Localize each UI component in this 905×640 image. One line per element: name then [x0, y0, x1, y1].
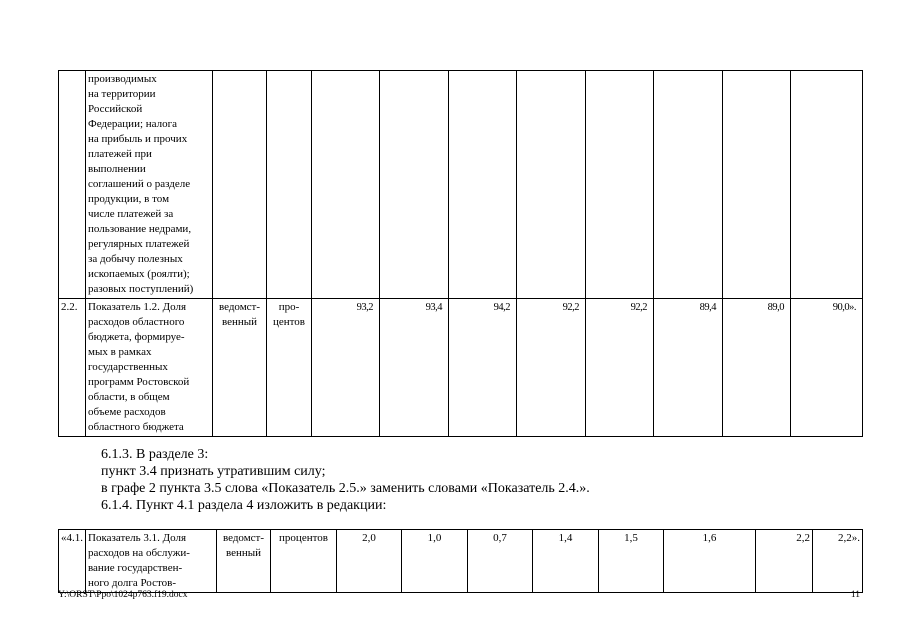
table-row — [59, 530, 863, 593]
empty-cell — [791, 71, 863, 299]
value-cell: 92,2 — [586, 299, 654, 437]
indicator-type: ведомст- венный — [213, 299, 267, 437]
value-cell: 89,0 — [723, 299, 791, 437]
indicator-unit: про- центов — [267, 299, 312, 437]
empty-cell — [449, 71, 517, 299]
value-cell: 2,0 — [337, 530, 402, 593]
paragraph: пункт 3.4 признать утратившим силу; — [101, 464, 326, 479]
indicator-name: производимых на территории Российской Федерации; налога на прибыль и прочих платежей при выполнении соглашений о разделе продукции, в том числе платежей за пользование недрами, регулярных платежей за добычу полезных ископаемых (роялти); разовых поступлений) — [86, 71, 213, 299]
value-cell: 93,4 — [380, 299, 449, 437]
amendment-paragraphs — [101, 446, 590, 514]
empty-cell — [723, 71, 791, 299]
empty-cell — [380, 71, 449, 299]
empty-cell — [517, 71, 586, 299]
value-cell: 1,5 — [599, 530, 664, 593]
value-cell: 90,0». — [791, 299, 863, 437]
row-number: «4.1. — [59, 530, 86, 593]
table-row-continuation — [59, 71, 863, 299]
table-row — [59, 299, 863, 437]
value-cell: 92,2 — [517, 299, 586, 437]
paragraph: 6.1.3. В разделе 3: — [101, 447, 209, 462]
page-number: 11 — [850, 590, 860, 600]
value-cell: 1,6 — [664, 530, 756, 593]
value-cell: 1,4 — [533, 530, 599, 593]
value-cell: 1,0 — [402, 530, 468, 593]
empty-cell — [267, 71, 312, 299]
empty-cell — [586, 71, 654, 299]
indicator-unit: процентов — [271, 530, 337, 593]
empty-cell — [213, 71, 267, 299]
empty-cell — [654, 71, 723, 299]
value-cell: 0,7 — [468, 530, 533, 593]
value-cell: 89,4 — [654, 299, 723, 437]
indicator-name: Показатель 3.1. Доля расходов на обслужи- вание государствен- ного долга Ростов- — [86, 530, 217, 593]
value-cell: 2,2». — [813, 530, 863, 593]
row-number: 2.2. — [59, 299, 86, 437]
empty-cell — [312, 71, 380, 299]
indicator-type: ведомст- венный — [217, 530, 271, 593]
value-cell: 2,2 — [756, 530, 813, 593]
indicators-table-bottom — [58, 529, 863, 593]
indicator-name: Показатель 1.2. Доля расходов областного бюджета, формируе- мых в рамках государственных программ Ростовской области, в общем объеме расходов областного бюджета — [86, 299, 213, 437]
value-cell: 94,2 — [449, 299, 517, 437]
indicators-table-top — [58, 70, 863, 437]
footer-file-path: Y:\ORST\Ppo\1024p763.f19.docx — [58, 590, 188, 600]
paragraph: в графе 2 пункта 3.5 слова «Показатель 2.5.» заменить словами «Показатель 2.4.». — [101, 481, 590, 496]
row-number — [59, 71, 86, 299]
value-cell: 93,2 — [312, 299, 380, 437]
paragraph: 6.1.4. Пункт 4.1 раздела 4 изложить в редакции: — [101, 498, 387, 513]
